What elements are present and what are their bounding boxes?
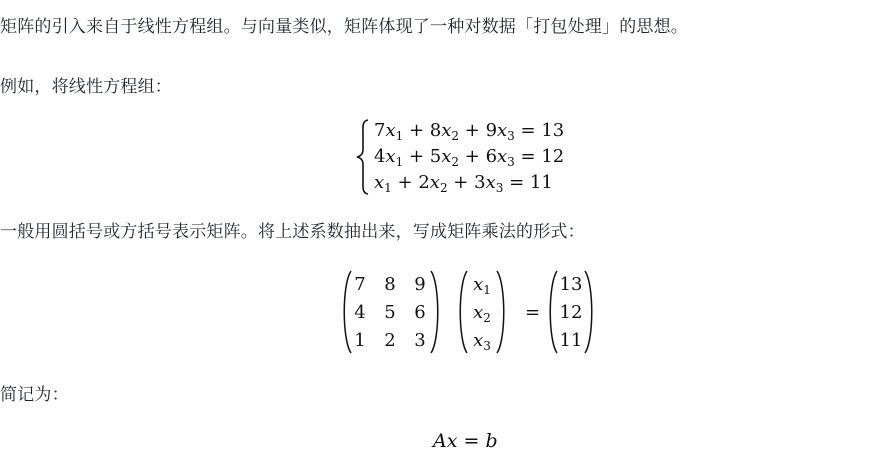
vector-entry: 13 — [559, 274, 583, 295]
vector-entry: 11 — [559, 330, 583, 351]
vector-entry: 12 — [559, 302, 583, 323]
variable-vector — [456, 270, 508, 354]
example-paragraph: 例如，将线性方程组： — [0, 77, 172, 97]
matrix-cell: 2 — [384, 330, 396, 351]
equation-row: $x_1 + 2x_2 + 3x_3 = 11$ — [374, 172, 553, 195]
equation-row: $4x_1 + 5x_2 + 6x_3 = 12$ — [374, 146, 565, 169]
vector-entry: $x_1$ — [473, 274, 491, 297]
linear-equation-system — [356, 119, 596, 195]
left-paren-icon — [456, 270, 468, 354]
left-paren-icon — [340, 270, 352, 354]
matrix-cell: 9 — [414, 274, 426, 295]
short-form-equation: Ax = b — [433, 430, 498, 452]
intro-paragraph: 矩阵的引入来自于线性方程组。与向量类似，矩阵体现了一种对数据「打包处理」的思想。 — [0, 17, 688, 37]
matrix-notation-paragraph: 一般用圆括号或方括号表示矩阵。将上述系数抽出来，写成矩阵乘法的形式： — [0, 222, 585, 242]
matrix-cell: 6 — [414, 302, 426, 323]
matrix-cell: 3 — [414, 330, 426, 351]
right-paren-icon — [496, 270, 508, 354]
short-form-paragraph: 简记为： — [0, 385, 69, 405]
left-brace-icon — [356, 119, 370, 195]
equals-sign: = — [525, 302, 541, 323]
vector-entry: $x_3$ — [473, 330, 491, 353]
matrix-cell: 5 — [384, 302, 396, 323]
right-paren-icon — [430, 270, 442, 354]
result-vector — [546, 270, 596, 354]
matrix-cell: 4 — [354, 302, 366, 323]
equation-row: $7x_1 + 8x_2 + 9x_3 = 13$ — [374, 120, 565, 143]
vector-entry: $x_2$ — [473, 302, 491, 325]
coefficient-matrix — [340, 270, 442, 354]
matrix-cell: 1 — [354, 330, 366, 351]
matrix-cell: 7 — [354, 274, 366, 295]
matrix-cell: 8 — [384, 274, 396, 295]
